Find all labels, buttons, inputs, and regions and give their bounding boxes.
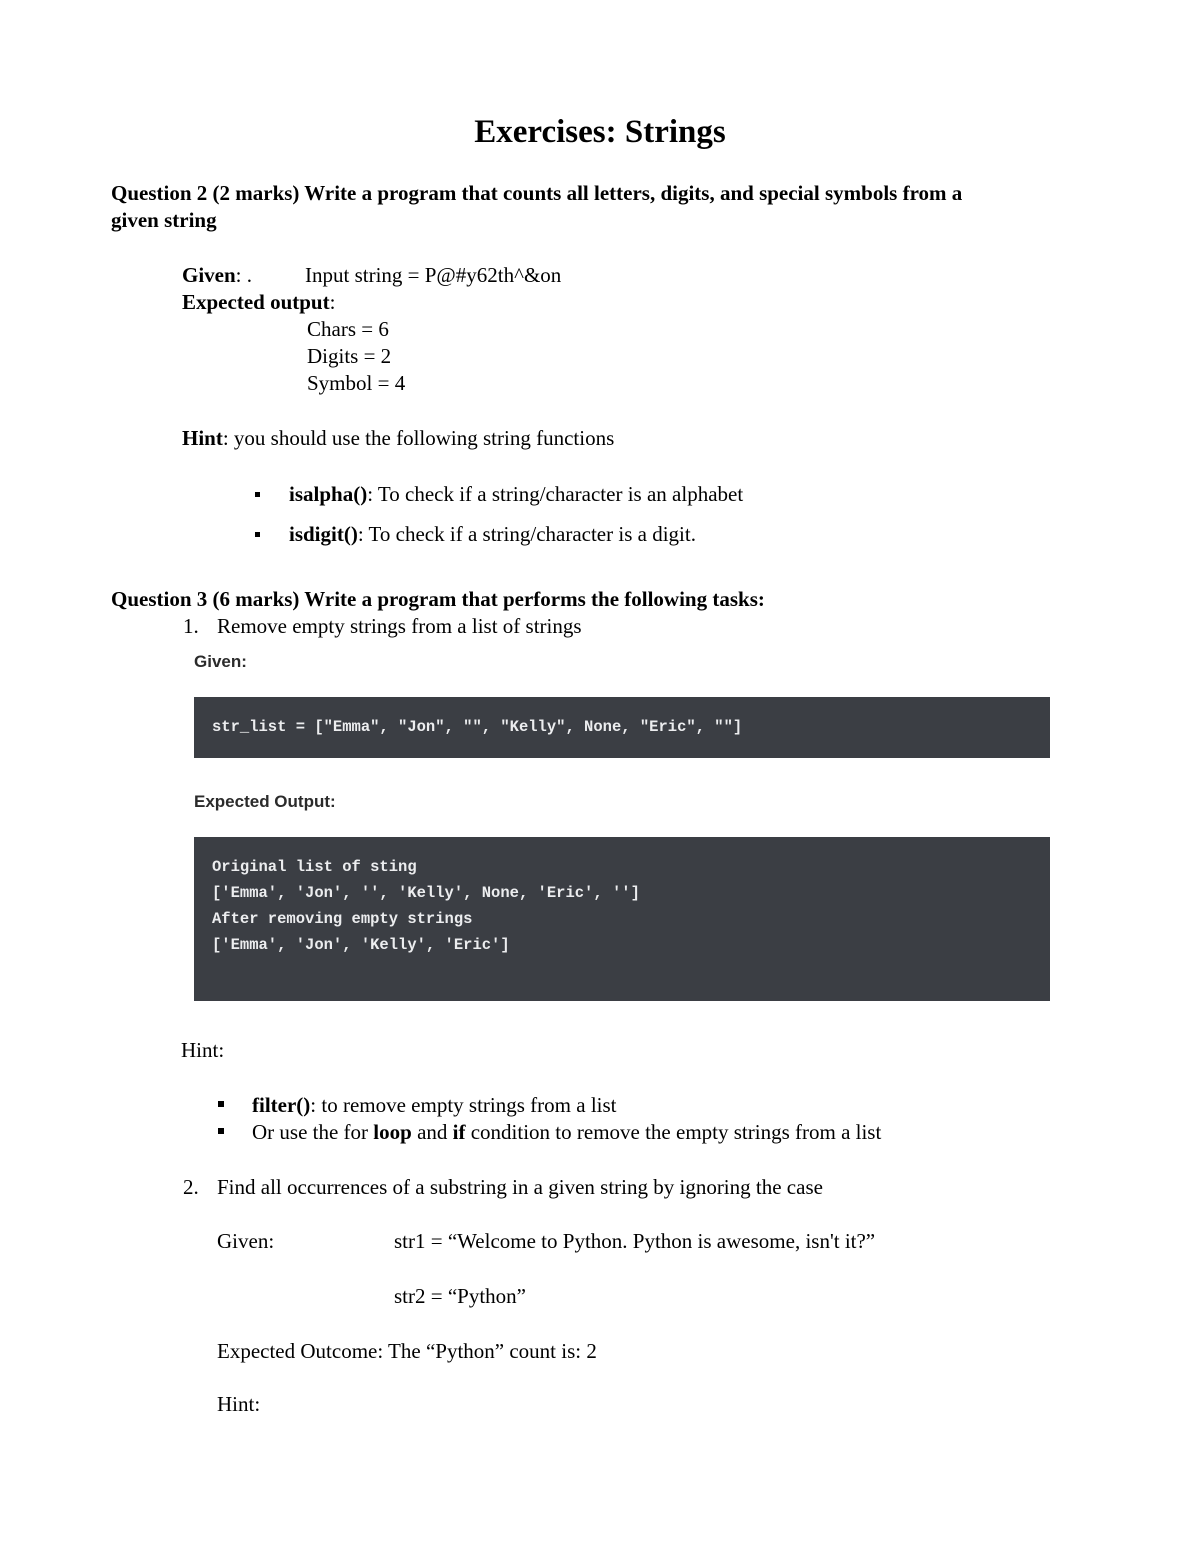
hint-text: : you should use the following string functions bbox=[222, 426, 615, 450]
given-label: Given bbox=[182, 263, 236, 287]
task2-given-label: Given: bbox=[217, 1229, 275, 1253]
square-bullet-icon bbox=[218, 1128, 224, 1134]
q3-heading: Question 3 (6 marks) Write a program that performs the following tasks: bbox=[111, 587, 765, 611]
hint-text: and bbox=[411, 1120, 453, 1144]
hint-bullet-loop bbox=[218, 1119, 882, 1146]
task1-number: 1. bbox=[183, 614, 199, 638]
task1-expected-label: Expected Output: bbox=[194, 792, 336, 811]
bullet-isalpha bbox=[255, 481, 744, 508]
output-code-line: Original list of sting bbox=[212, 858, 417, 876]
output-digits: Digits = 2 bbox=[307, 344, 392, 368]
square-bullet-icon bbox=[255, 532, 260, 537]
hint-text: Or use the for bbox=[252, 1120, 374, 1144]
hint-label: Hint bbox=[182, 426, 223, 450]
page-title: Exercises: Strings bbox=[474, 114, 726, 150]
bullet-text: : To check if a string/character is an alphabet bbox=[367, 482, 744, 506]
hint-bold-loop: loop bbox=[373, 1120, 412, 1144]
task2-text: Find all occurrences of a substring in a given string by ignoring the case bbox=[217, 1175, 823, 1199]
bullet-bold: isdigit() bbox=[289, 522, 358, 546]
output-chars: Chars = 6 bbox=[307, 317, 389, 341]
task2-hint-label: Hint: bbox=[217, 1392, 261, 1416]
hint-bullet-filter bbox=[218, 1092, 617, 1119]
output-code-line: After removing empty strings bbox=[212, 910, 473, 928]
q2-expected-output bbox=[182, 289, 335, 316]
given-colon: : . bbox=[235, 263, 253, 287]
hint-bold: filter() bbox=[252, 1093, 311, 1117]
expected-colon: : bbox=[329, 290, 336, 314]
q2-heading-line1: Question 2 (2 marks) Write a program that counts all letters, digits, and special symbols from a bbox=[111, 181, 963, 205]
expected-output-label: Expected output bbox=[182, 290, 330, 314]
output-code-line: ['Emma', 'Jon', '', 'Kelly', None, 'Eric', ''] bbox=[212, 884, 640, 902]
square-bullet-icon bbox=[218, 1101, 224, 1107]
task1-given-label: Given: bbox=[194, 652, 247, 671]
task1-text: Remove empty strings from a list of strings bbox=[217, 614, 582, 638]
output-code-block bbox=[194, 837, 1050, 1001]
q2-given bbox=[182, 262, 252, 289]
q2-hint bbox=[182, 425, 614, 452]
bullet-isdigit bbox=[255, 521, 696, 548]
square-bullet-icon bbox=[255, 492, 260, 497]
bullet-text: : To check if a string/character is a digit. bbox=[357, 522, 696, 546]
task2-str2: str2 = “Python” bbox=[394, 1284, 526, 1308]
q2-given-value: Input string = P@#y62th^&on bbox=[305, 263, 562, 287]
hint-text: : to remove empty strings from a list bbox=[310, 1093, 617, 1117]
bullet-bold: isalpha() bbox=[289, 482, 368, 506]
task1-hint-label: Hint: bbox=[181, 1038, 225, 1062]
output-code-line: ['Emma', 'Jon', 'Kelly', 'Eric'] bbox=[212, 936, 510, 954]
given-code-line: str_list = ["Emma", "Jon", "", "Kelly", None, "Eric", ""] bbox=[212, 718, 743, 736]
output-symbol: Symbol = 4 bbox=[307, 371, 406, 395]
task2-expected: Expected Outcome: The “Python” count is: 2 bbox=[217, 1339, 597, 1363]
given-code-block bbox=[194, 697, 1050, 758]
hint-bold-if: if bbox=[452, 1120, 466, 1144]
hint-text: condition to remove the empty strings from a list bbox=[465, 1120, 882, 1144]
q2-heading-line2: given string bbox=[111, 208, 217, 232]
task2-number: 2. bbox=[183, 1175, 199, 1199]
task2-str1: str1 = “Welcome to Python. Python is awesome, isn't it?” bbox=[394, 1229, 876, 1253]
